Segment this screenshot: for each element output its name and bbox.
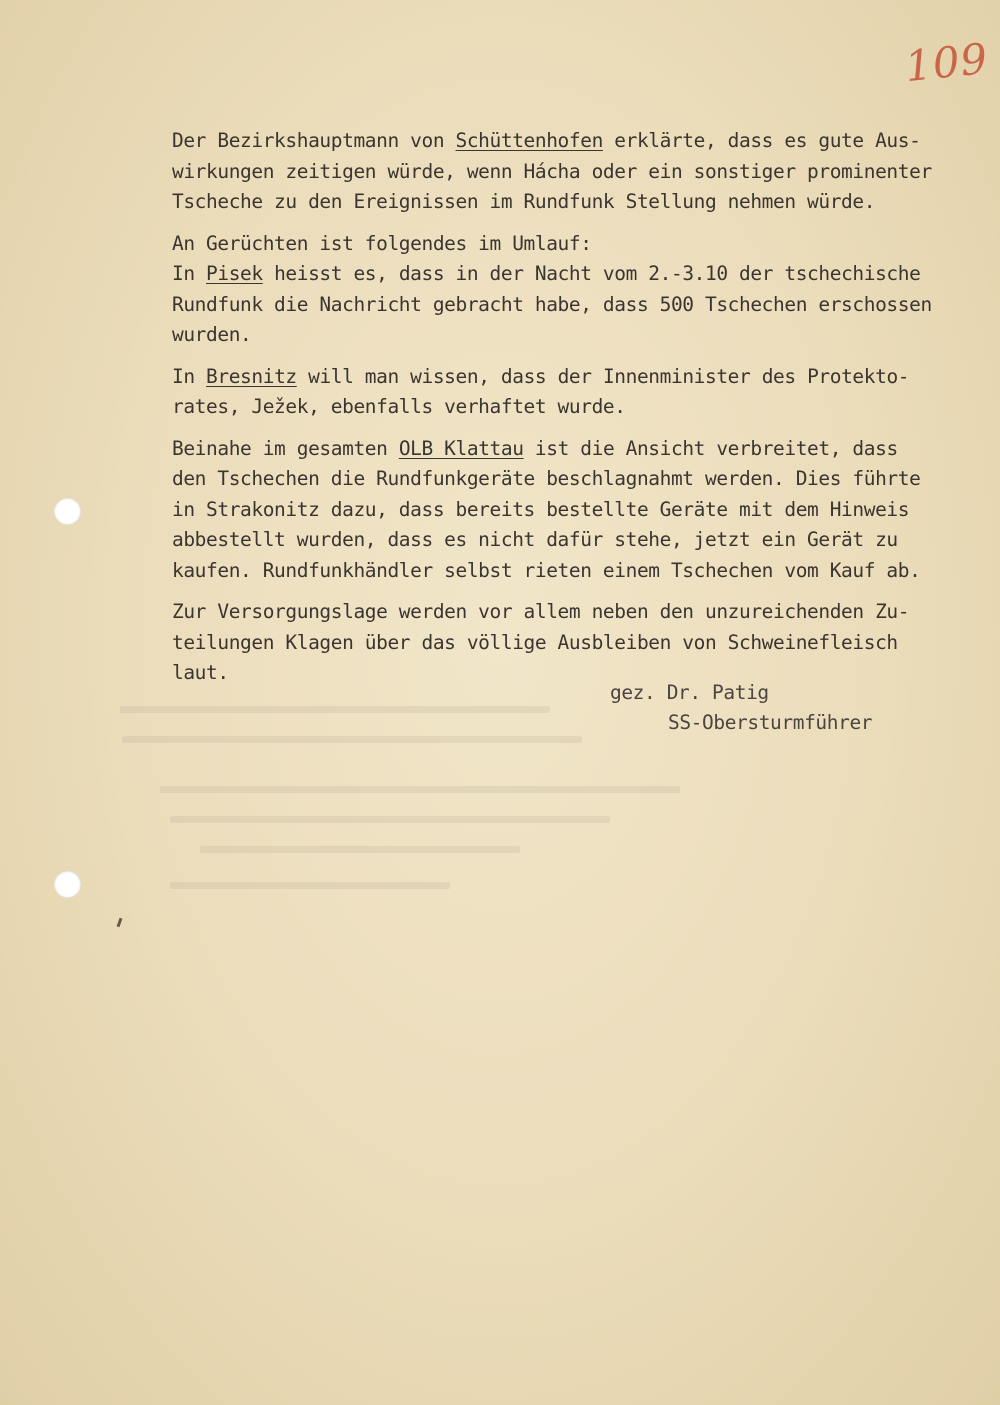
text-line bbox=[172, 290, 972, 321]
text-segment: wirkungen zeitigen würde, wenn Hácha oder ein sonstiger prominenter bbox=[172, 159, 932, 183]
text-segment: erklärte, dass es gute Aus- bbox=[602, 129, 921, 152]
text-segment: ist die Ansicht verbreitet, dass bbox=[523, 436, 898, 460]
text-line bbox=[172, 658, 972, 689]
paper-speck bbox=[117, 918, 123, 927]
text-line bbox=[172, 495, 972, 526]
underlined-place-name: OLB Klattau bbox=[398, 436, 524, 460]
text-segment: abbestellt wurden, dass es nicht dafür stehe, jetzt ein Gerät zu bbox=[172, 528, 898, 551]
text-segment: Tscheche zu den Ereignissen im Rundfunk Stellung nehmen würde. bbox=[172, 190, 876, 213]
text-segment: den Tschechen die Rundfunkgeräte beschlagnahmt werden. Dies führte bbox=[172, 467, 921, 490]
text-line bbox=[172, 187, 972, 218]
text-segment: rates, Ježek, ebenfalls verhaftet wurde. bbox=[172, 395, 626, 418]
text-segment: laut. bbox=[172, 661, 229, 684]
text-line bbox=[172, 229, 972, 260]
text-line bbox=[172, 362, 972, 393]
text-line bbox=[172, 434, 972, 465]
signature-name: gez. Dr. Patig bbox=[610, 681, 769, 704]
punch-hole-lower bbox=[54, 871, 81, 898]
paragraph bbox=[172, 362, 972, 423]
paragraph bbox=[172, 229, 972, 351]
underlined-place-name: Pisek bbox=[206, 262, 263, 285]
underlined-place-name: Bresnitz bbox=[206, 364, 297, 388]
text-line bbox=[172, 392, 972, 423]
text-line bbox=[172, 126, 972, 157]
text-segment: will man wissen, dass der Innenminister des Protekto- bbox=[296, 364, 910, 388]
document-body bbox=[172, 126, 972, 700]
text-line bbox=[172, 320, 972, 351]
text-line bbox=[172, 525, 972, 556]
punch-hole-upper bbox=[54, 498, 81, 525]
text-segment: in Strakonitz dazu, dass bereits bestellte Geräte mit dem Hinweis bbox=[172, 497, 910, 521]
text-segment: In bbox=[172, 364, 207, 388]
text-line bbox=[172, 597, 972, 628]
text-line bbox=[172, 157, 972, 188]
text-line bbox=[172, 464, 972, 495]
text-line bbox=[172, 259, 972, 290]
paragraph bbox=[172, 126, 972, 218]
page-number: 109 bbox=[902, 33, 991, 92]
text-segment: wurden. bbox=[172, 323, 252, 346]
text-segment: Beinahe im gesamten bbox=[172, 436, 399, 460]
text-segment: In bbox=[172, 262, 207, 285]
text-segment: Rundfunk die Nachricht gebracht habe, dass 500 Tschechen erschossen bbox=[172, 292, 932, 316]
text-segment: teilungen Klagen über das völlige Ausbleiben von Schweinefleisch bbox=[172, 630, 898, 654]
text-line bbox=[172, 556, 972, 587]
text-line bbox=[172, 628, 972, 659]
underlined-place-name: Schüttenhofen bbox=[455, 129, 603, 152]
signature-rank: SS-Obersturmführer bbox=[668, 711, 873, 734]
text-segment: An Gerüchten ist folgendes im Umlauf: bbox=[172, 231, 592, 255]
paragraph bbox=[172, 597, 972, 689]
text-segment: Zur Versorgungslage werden vor allem neben den unzureichenden Zu- bbox=[172, 600, 910, 623]
text-segment: heisst es, dass in der Nacht vom 2.-3.10 der tschechische bbox=[262, 262, 921, 285]
text-segment: kaufen. Rundfunkhändler selbst rieten einem Tschechen vom Kauf ab. bbox=[172, 558, 921, 582]
paragraph bbox=[172, 434, 972, 587]
text-segment: Der Bezirkshauptmann von bbox=[172, 129, 456, 152]
